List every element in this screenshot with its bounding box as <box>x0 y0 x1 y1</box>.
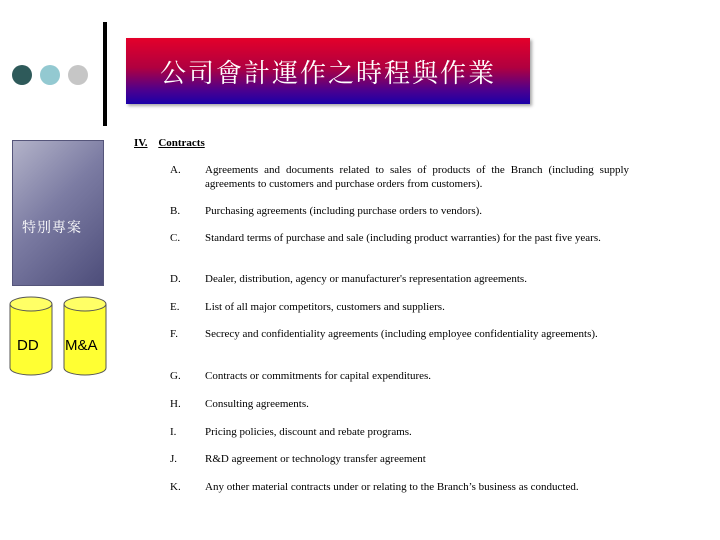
item-text: Agreements and documents related to sales of products of the Branch (including supply agreements to customers and purchase orders from customers). <box>205 164 629 190</box>
item-text: Standard terms of purchase and sale (including product warranties) for the past five years. <box>205 232 601 244</box>
decorative-dot-dark <box>12 65 32 85</box>
section-heading <box>134 137 205 149</box>
cylinder-label-dd: DD <box>17 337 39 354</box>
section-number: IV. <box>134 137 148 149</box>
decorative-dot-light <box>68 65 88 85</box>
item-letter: H. <box>170 398 181 410</box>
item-letter: D. <box>170 273 181 285</box>
item-letter: I. <box>170 426 177 438</box>
slide-title: 公司會計運作之時程與作業 <box>159 58 496 89</box>
item-letter: A. <box>170 164 181 176</box>
item-letter: B. <box>170 205 181 217</box>
cylinder-label-ma: M&A <box>65 337 98 354</box>
item-text: List of all major competitors, customers and suppliers. <box>205 301 445 313</box>
item-text: Purchasing agreements (including purchase orders to vendors). <box>205 205 483 217</box>
cylinder-icon-ma <box>63 296 107 376</box>
item-letter: C. <box>170 232 181 244</box>
item-text: R&D agreement or technology transfer agreement <box>205 453 426 465</box>
item-text: Any other material contracts under or relating to the Branch’s business as conducted. <box>205 481 579 493</box>
decorative-dot-mid <box>40 65 60 85</box>
item-letter: J. <box>170 453 178 465</box>
section-title: Contracts <box>158 137 205 149</box>
side-panel <box>12 140 104 286</box>
title-banner <box>126 38 530 104</box>
item-text: Contracts or commitments for capital expenditures. <box>205 370 432 382</box>
item-text: Pricing policies, discount and rebate programs. <box>205 426 412 438</box>
item-text: Secrecy and confidentiality agreements (including employee confidentiality agreements). <box>205 328 598 340</box>
item-letter: E. <box>170 301 180 313</box>
item-letter: F. <box>170 328 178 340</box>
item-text: Dealer, distribution, agency or manufacturer's representation agreements. <box>205 273 527 285</box>
side-panel-label: 特別專案 <box>22 220 82 236</box>
divider-line <box>103 22 107 126</box>
item-letter: G. <box>170 370 181 382</box>
cylinder-icon-dd <box>9 296 53 376</box>
item-text: Consulting agreements. <box>205 398 309 410</box>
item-letter: K. <box>170 481 181 493</box>
